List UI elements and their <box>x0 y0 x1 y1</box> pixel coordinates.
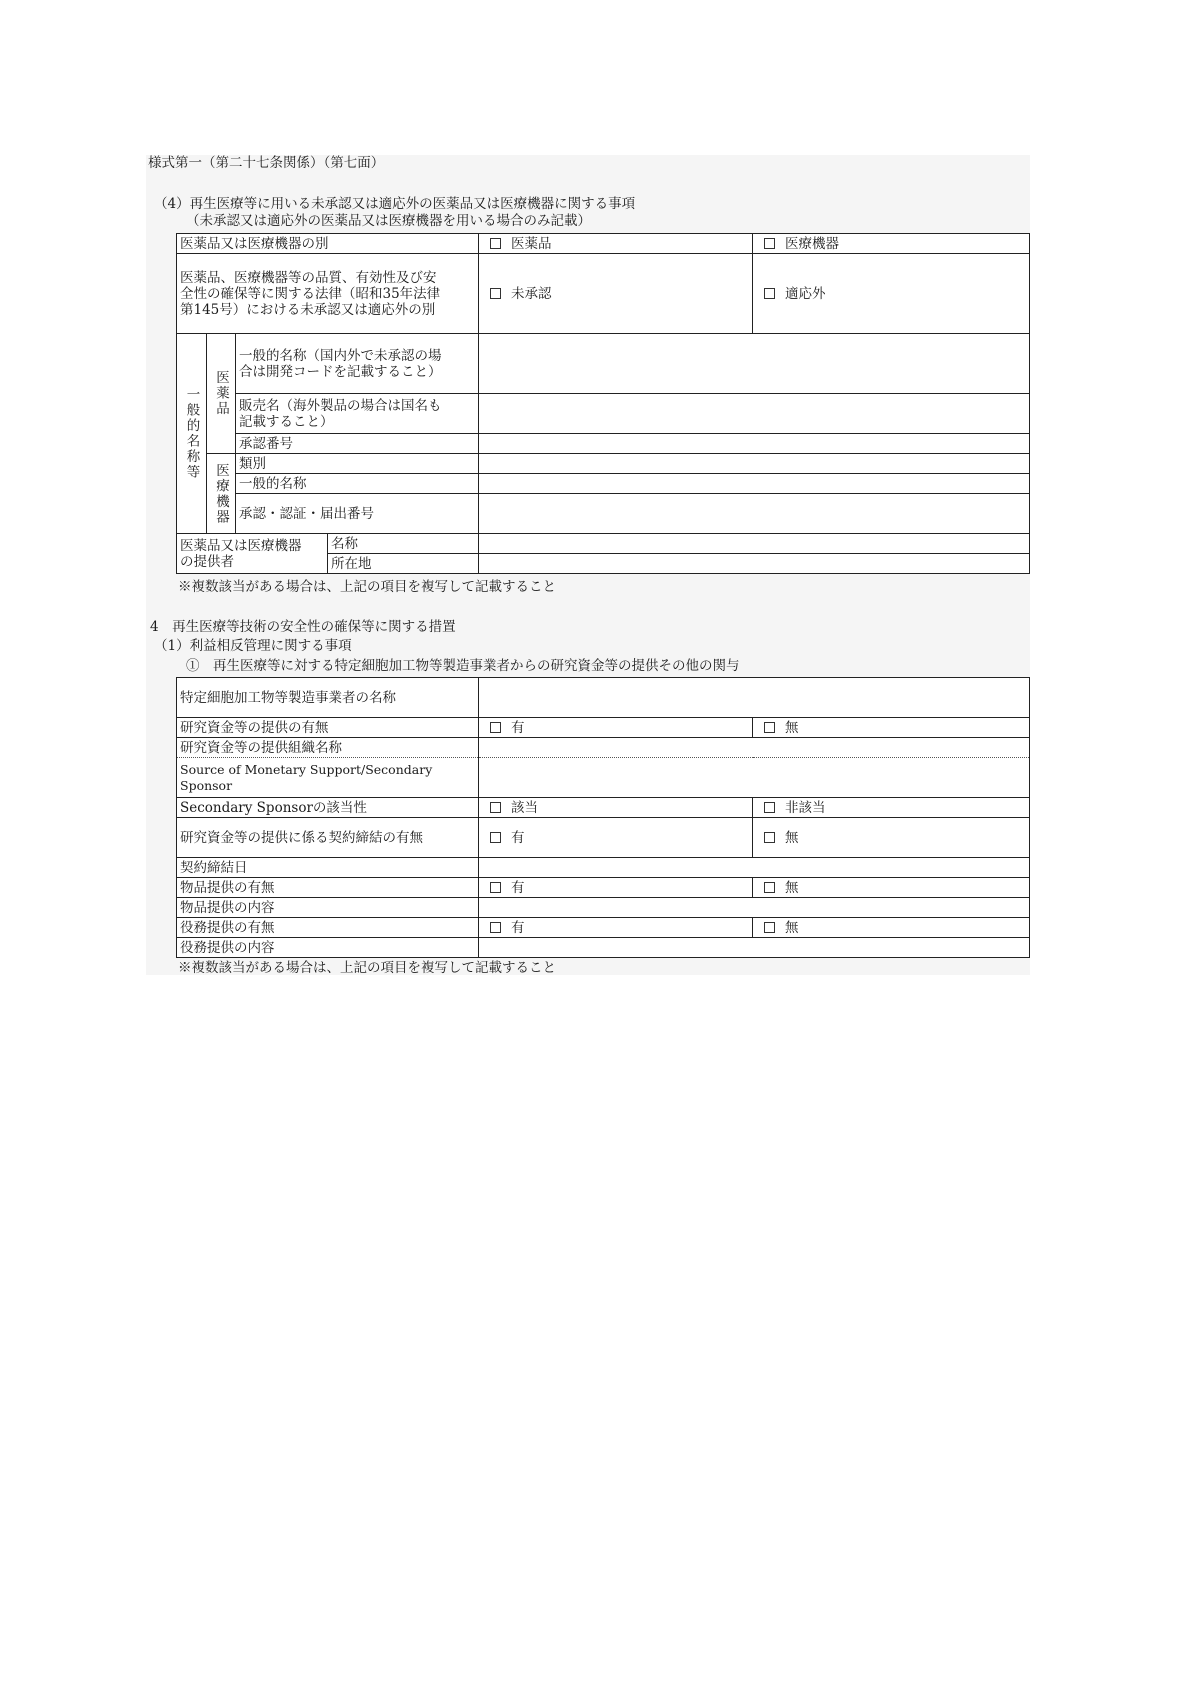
checkbox-icon[interactable] <box>490 802 501 813</box>
drug-brand-name-field[interactable] <box>479 394 1030 434</box>
secondary-sponsor-label: Secondary Sponsorの該当性 <box>177 798 479 818</box>
drug-brand-name-label: 販売名（海外製品の場合は国名も 記載すること） <box>236 394 479 434</box>
provider-label: 医薬品又は医療機器 の提供者 <box>177 534 328 574</box>
secondary-yes-option[interactable]: 該当 <box>479 798 753 818</box>
device-group-label: 医療機器 <box>207 454 236 534</box>
contract-date-label: 契約締結日 <box>177 858 479 878</box>
manufacturer-name-label: 特定細胞加工物等製造事業者の名称 <box>177 678 479 718</box>
secondary-no-option[interactable]: 非該当 <box>753 798 1030 818</box>
checkbox-icon[interactable] <box>490 832 501 843</box>
drug-generic-name-label: 一般的名称（国内外で未承認の場 合は開発コードを記載すること） <box>236 334 479 394</box>
device-approval-field[interactable] <box>479 494 1030 534</box>
checkbox-icon[interactable] <box>490 722 501 733</box>
checkbox-icon[interactable] <box>764 922 775 933</box>
contract-label: 研究資金等の提供に係る契約締結の有無 <box>177 818 479 858</box>
manufacturer-name-field[interactable] <box>479 678 1030 718</box>
section-4-1-title: （1）利益相反管理に関する事項 <box>154 638 352 654</box>
drug-generic-name-field[interactable] <box>479 334 1030 394</box>
generic-name-group-label: 一般的名称等 <box>177 334 207 534</box>
goods-yes-option[interactable]: 有 <box>479 878 753 898</box>
goods-no-option[interactable]: 無 <box>753 878 1030 898</box>
checkbox-icon[interactable] <box>764 832 775 843</box>
checkbox-icon[interactable] <box>764 802 775 813</box>
note-duplicate-1: ※複数該当がある場合は、上記の項目を複写して記載すること <box>178 579 556 595</box>
provider-address-field[interactable] <box>479 554 1030 574</box>
contract-yes-option[interactable]: 有 <box>479 818 753 858</box>
funding-no-option[interactable]: 無 <box>753 718 1030 738</box>
section-4-4-title: （4）再生医療等に用いる未承認又は適応外の医薬品又は医療機器に関する事項 <box>154 196 636 212</box>
drug-group-label: 医薬品 <box>207 334 236 454</box>
product-type-label: 医薬品又は医療機器の別 <box>177 234 479 254</box>
service-content-field[interactable] <box>479 938 1030 958</box>
goods-content-field[interactable] <box>479 898 1030 918</box>
checkbox-icon[interactable] <box>764 288 775 299</box>
checkbox-icon[interactable] <box>490 288 501 299</box>
unapproved-option[interactable]: 未承認 <box>479 254 753 334</box>
service-yes-option[interactable]: 有 <box>479 918 753 938</box>
checkbox-icon[interactable] <box>490 882 501 893</box>
device-generic-name-field[interactable] <box>479 474 1030 494</box>
section-4-title: 4 再生医療等技術の安全性の確保等に関する措置 <box>150 619 456 635</box>
service-no-option[interactable]: 無 <box>753 918 1030 938</box>
monetary-support-field[interactable] <box>479 758 1030 798</box>
service-content-label: 役務提供の内容 <box>177 938 479 958</box>
conflict-of-interest-table <box>176 677 1030 958</box>
drug-approval-number-label: 承認番号 <box>236 434 479 454</box>
device-approval-label: 承認・認証・届出番号 <box>236 494 479 534</box>
device-generic-name-label: 一般的名称 <box>236 474 479 494</box>
provider-name-label: 名称 <box>328 534 479 554</box>
contract-no-option[interactable]: 無 <box>753 818 1030 858</box>
unapproved-products-table <box>176 233 1030 574</box>
note-duplicate-2: ※複数該当がある場合は、上記の項目を複写して記載すること <box>178 960 556 976</box>
drug-option[interactable]: 医薬品 <box>479 234 753 254</box>
device-category-label: 類別 <box>236 454 479 474</box>
goods-content-label: 物品提供の内容 <box>177 898 479 918</box>
funding-org-label: 研究資金等の提供組織名称 <box>177 738 479 758</box>
device-option[interactable]: 医療機器 <box>753 234 1030 254</box>
form-header: 様式第一（第二十七条関係）（第七面） <box>148 155 385 171</box>
checkbox-icon[interactable] <box>764 238 775 249</box>
off-label-option[interactable]: 適応外 <box>753 254 1030 334</box>
funding-yes-option[interactable]: 有 <box>479 718 753 738</box>
monetary-support-label: Source of Monetary Support/Secondary Sponsor <box>177 758 479 798</box>
drug-approval-number-field[interactable] <box>479 434 1030 454</box>
checkbox-icon[interactable] <box>490 238 501 249</box>
checkbox-icon[interactable] <box>490 922 501 933</box>
contract-date-field[interactable] <box>479 858 1030 878</box>
section-4-4-note: （未承認又は適応外の医薬品又は医療機器を用いる場合のみ記載） <box>186 213 591 229</box>
section-4-1-item-1: ① 再生医療等に対する特定細胞加工物等製造事業者からの研究資金等の提供その他の関与 <box>186 658 740 674</box>
checkbox-icon[interactable] <box>764 882 775 893</box>
device-category-field[interactable] <box>479 454 1030 474</box>
provider-name-field[interactable] <box>479 534 1030 554</box>
funding-org-field[interactable] <box>479 738 1030 758</box>
provider-address-label: 所在地 <box>328 554 479 574</box>
service-label: 役務提供の有無 <box>177 918 479 938</box>
goods-label: 物品提供の有無 <box>177 878 479 898</box>
funding-label: 研究資金等の提供の有無 <box>177 718 479 738</box>
checkbox-icon[interactable] <box>764 722 775 733</box>
approval-status-label: 医薬品、医療機器等の品質、有効性及び安 全性の確保等に関する法律（昭和35年法律 第145号）における未承認又は適応外の別 <box>177 254 479 334</box>
